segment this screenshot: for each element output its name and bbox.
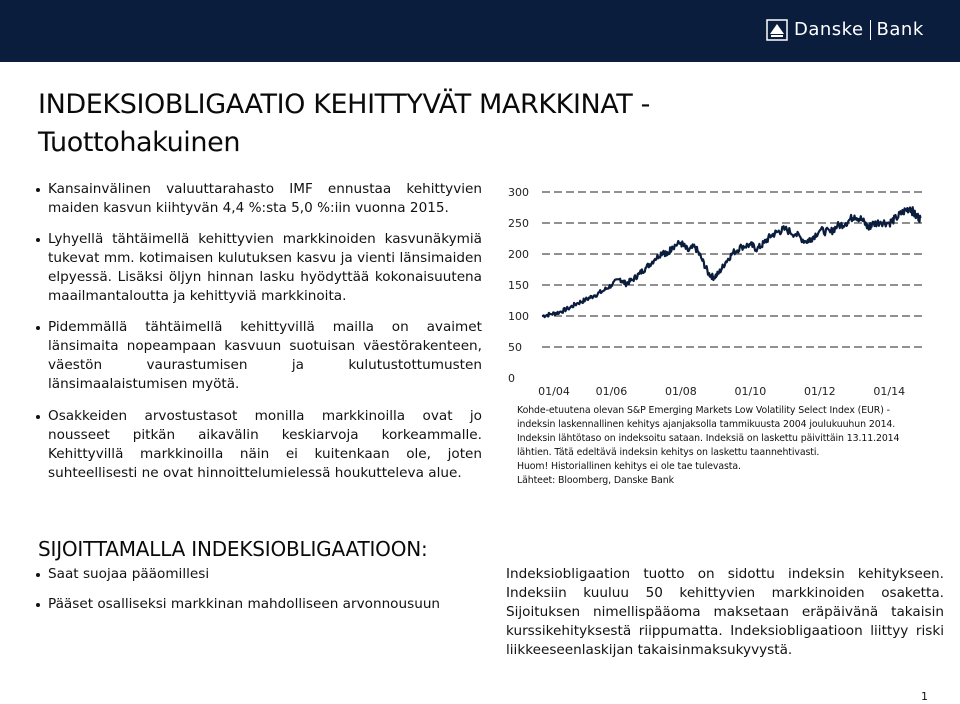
benefit-bullet-list [34, 565, 474, 625]
logo-text-bank: Bank [876, 19, 924, 40]
y-tick-label: 50 [508, 341, 522, 354]
page-title [38, 86, 818, 162]
bullet-valuations: Osakkeiden arvostustasot monilla markkinoilla ovat jo nousseet pitkän aikavälin keskiarvoja korkeammalle. Kehittyvillä markkinoilla näin ei kuitenkaan ole, joten suhteellisesti ne ovat hinnoittelumielessä houkutteleva alue. [34, 407, 482, 483]
x-tick-label: 01/08 [665, 385, 697, 398]
danske-bank-logo [766, 16, 936, 44]
header-bar [0, 0, 960, 62]
bullet-imf-forecast: Kansainvälinen valuuttarahasto IMF ennustaa kehittyvien maiden kasvun kiihtyvän 4,4 %:sta 5,0 %:iin vuonna 2015. [34, 180, 482, 218]
note-line: Lähteet: Bloomberg, Danske Bank [517, 475, 674, 486]
y-tick-label: 150 [508, 279, 529, 292]
x-tick-label: 01/12 [803, 385, 836, 398]
section-title: SIJOITTAMALLA INDEKSIOBLIGAATIOON: [38, 537, 428, 561]
index-chart [504, 178, 936, 403]
note-line: Kohde-etuutena olevan S&P Emerging Markets Low Volatility Select Index (EUR) - [517, 405, 890, 416]
danske-bank-logo-icon [766, 19, 788, 41]
y-tick-label: 200 [508, 248, 529, 261]
y-tick-label: 250 [508, 217, 529, 230]
bullet-long-term: Pidemmällä tähtäimellä kehittyvillä mailla on avaimet länsimaita nopeampaan kasvuun suotuisan väestörakenteen, väestön vaurastumisen ja kulutustottumusten länsimaalaistumisen myötä. [34, 318, 482, 394]
x-tick-label: 01/04 [538, 385, 570, 398]
bullet-capital-protection: Saat suojaa pääomillesi [34, 565, 474, 584]
x-tick-label: 01/10 [734, 385, 767, 398]
index-series-line [542, 207, 921, 317]
note-line: lähtien. Tätä edeltävä indeksin kehitys on laskettu taannehtivasti. [517, 447, 820, 458]
x-tick-label: 01/14 [873, 385, 906, 398]
bullet-short-term: Lyhyellä tähtäimellä kehittyvien markkinoiden kasvunäkymiä tukevat mm. kotimaisen kulutuksen kasvu ja vienti länsimaiden elpyessä. Lisäksi öljyn hinnan lasku hyödyttää kokonaisuutena maailmantaloutta ja kehittyviä markkinoita. [34, 230, 482, 306]
y-tick-label: 100 [508, 310, 529, 323]
chart-notes [517, 404, 937, 488]
note-line: Huom! Historiallinen kehitys ei ole tae tulevasta. [517, 461, 741, 472]
note-line: Indeksin lähtötaso on indeksoitu sataan. Indeksiä on laskettu päivittäin 13.11.2014 [517, 433, 900, 444]
logo-text-danske: Danske [794, 19, 864, 40]
page-title-line1: INDEKSIOBLIGAATIO KEHITTYVÄT MARKKINAT - [38, 89, 650, 120]
index-chart-svg [504, 178, 936, 403]
bullet-market-upside: Pääset osalliseksi markkinan mahdolliseen arvonnousuun [34, 595, 474, 614]
logo-separator [870, 20, 871, 40]
note-line: indeksin laskennallinen kehitys ajanjaksolla tammikuusta 2004 joulukuuhun 2014. [517, 419, 896, 430]
x-tick-label: 01/06 [595, 385, 628, 398]
page-number: 1 [921, 690, 928, 703]
y-tick-label: 0 [508, 372, 515, 385]
y-tick-label: 300 [508, 186, 529, 199]
page-title-line2: Tuottohakuinen [38, 127, 241, 158]
product-description: Indeksiobligaation tuotto on sidottu indeksin kehitykseen. Indeksiin kuuluu 50 kehittyvien markkinoiden osaketta. Sijoituksen nimellispääoma maksetaan eräpäivänä takaisin kurssikehityksestä riippumatta. Indeksiobligaatioon liittyy riski liikkeeseenlaskijan takaisinmaksukyvystä. [506, 566, 944, 658]
left-bullet-list [34, 180, 482, 496]
